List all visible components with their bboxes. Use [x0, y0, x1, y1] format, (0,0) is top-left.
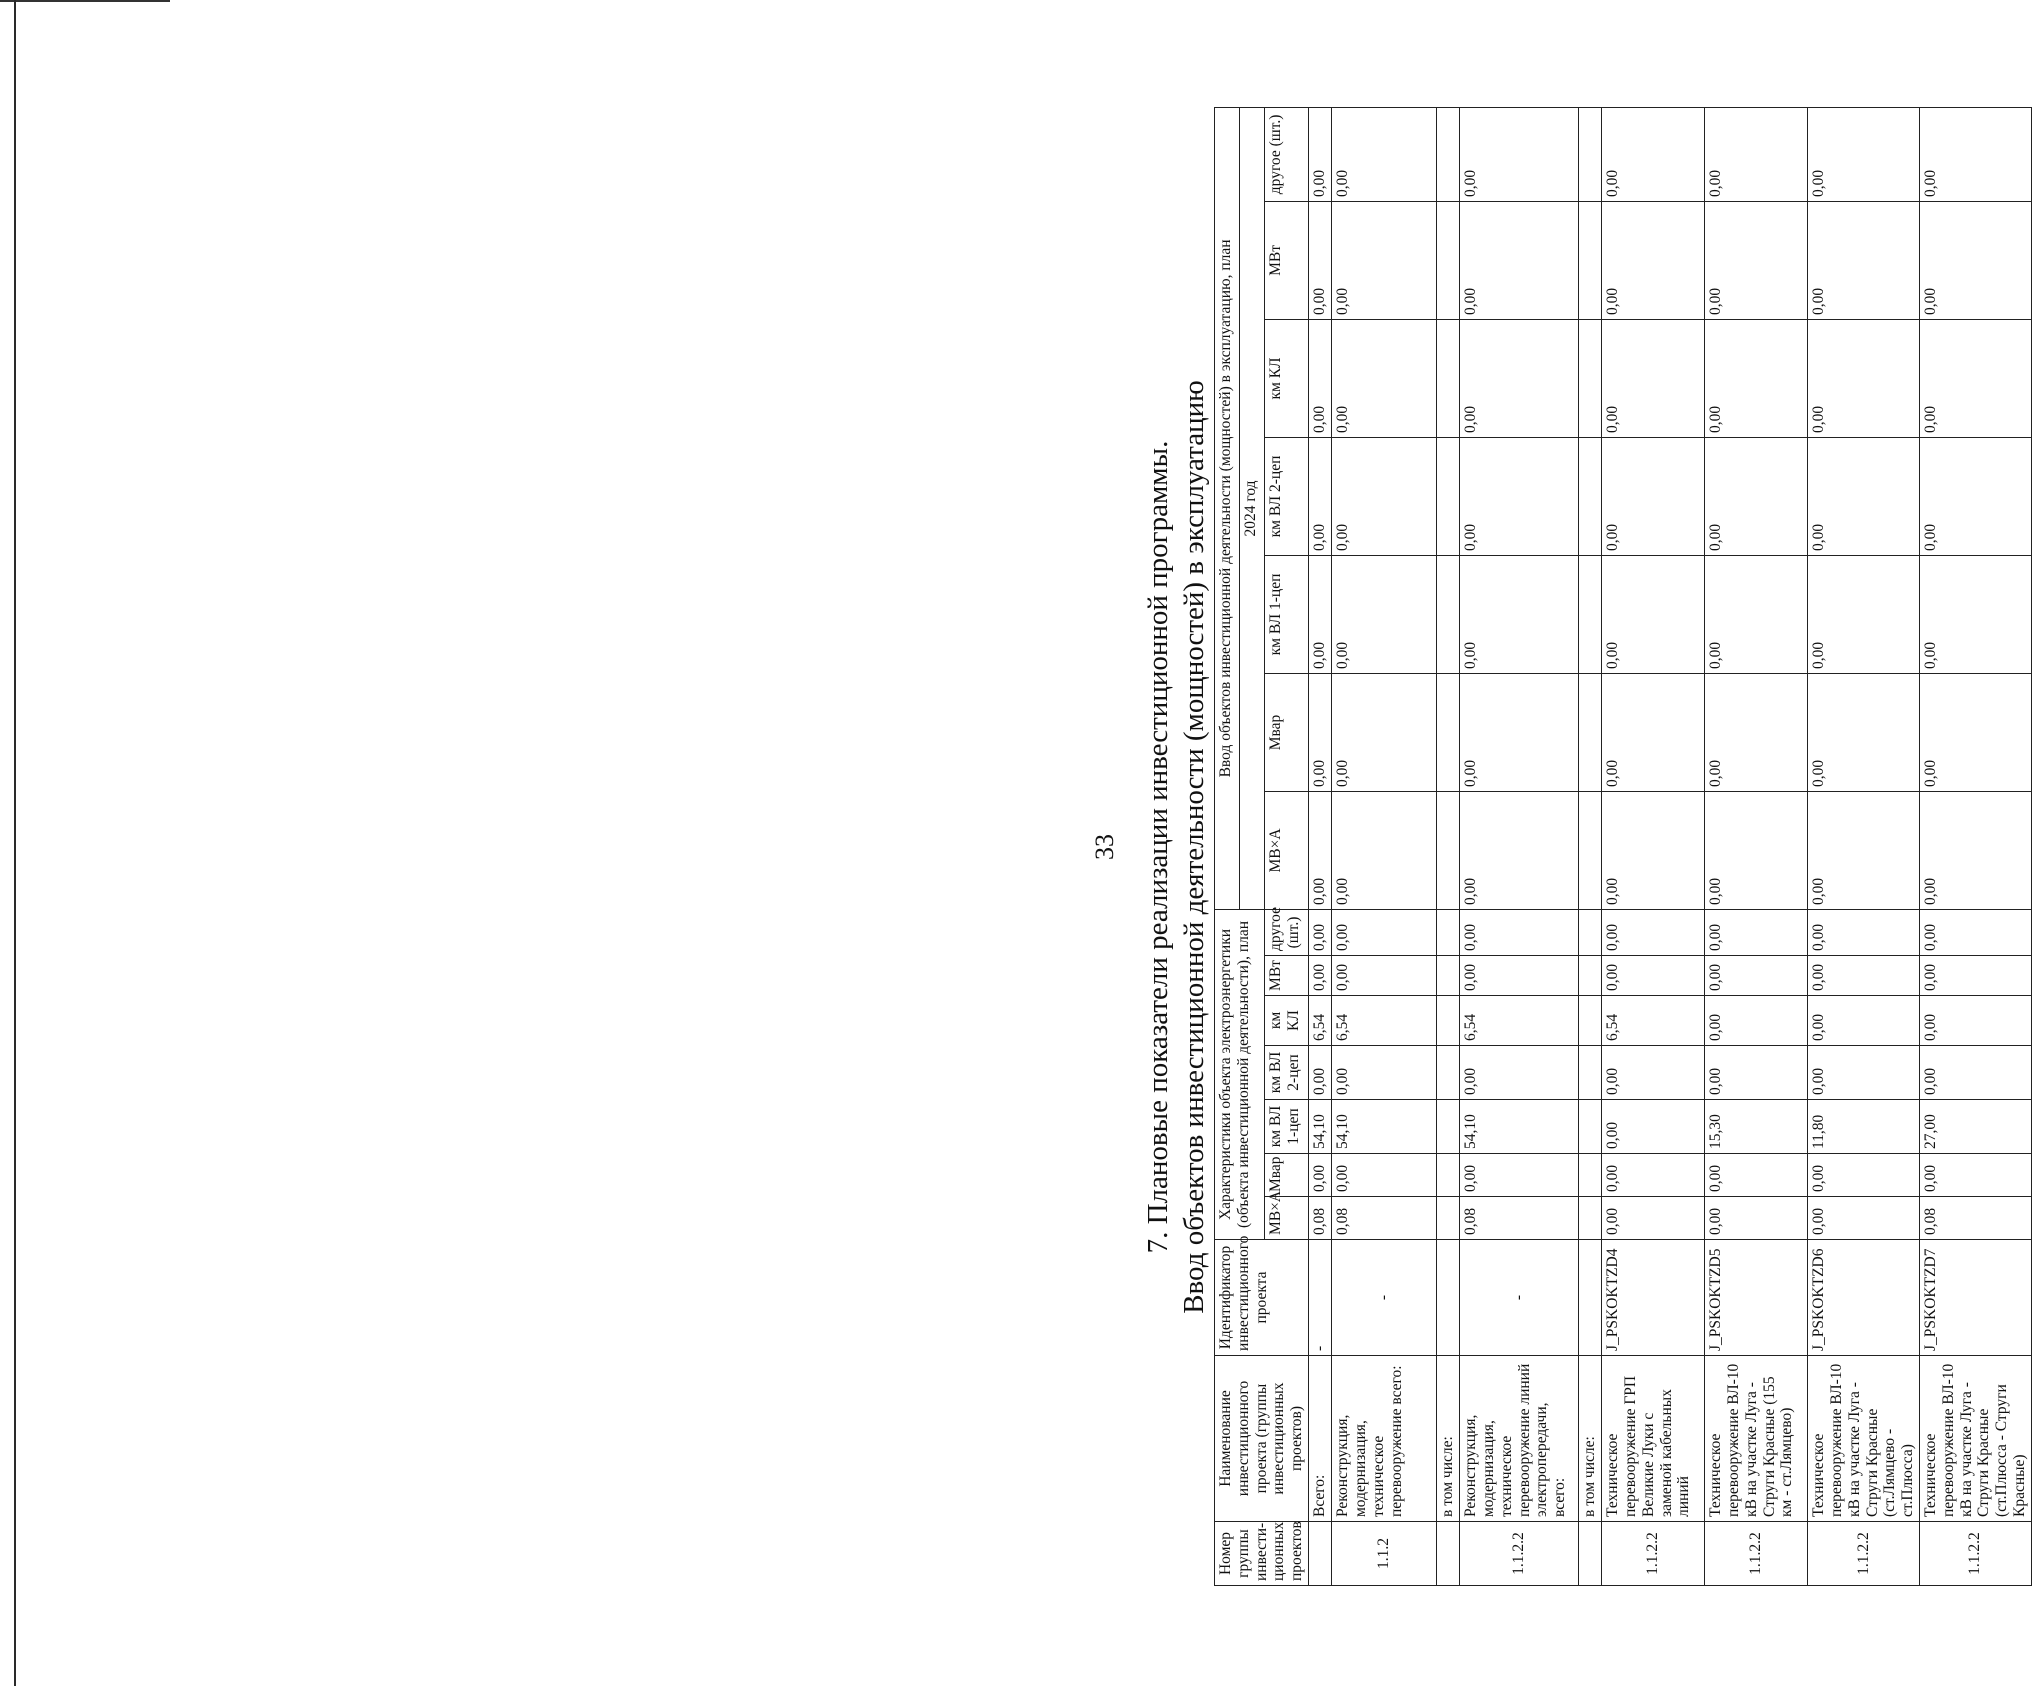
- value-cell: [1437, 437, 1460, 555]
- table-row: [1808, 107, 1920, 1585]
- value-cell: [1437, 673, 1460, 791]
- value-cell: [1579, 1154, 1602, 1197]
- value-cell: 0,00: [1602, 1100, 1705, 1154]
- value-cell: 0,00: [1705, 996, 1808, 1046]
- value-cell: 0,08: [1919, 1197, 2031, 1240]
- value-cell: 0,00: [1602, 201, 1705, 319]
- value-cell: 0,00: [1602, 107, 1705, 201]
- table-row: [1437, 107, 1460, 1585]
- value-cell: [1579, 437, 1602, 555]
- identifier-cell: [1437, 1240, 1460, 1356]
- value-cell: 0,00: [1460, 1046, 1579, 1100]
- project-name-cell: Всего:: [1309, 1356, 1332, 1522]
- value-cell: [1579, 555, 1602, 673]
- unit-header: МВт: [1264, 201, 1308, 319]
- value-cell: 0,00: [1332, 107, 1437, 201]
- project-name-cell: Техническое перевооружение ВЛ-10 кВ на участке Луга - Струги Красные (155 км - ст.Лямцево): [1705, 1356, 1808, 1522]
- value-cell: 0,00: [1332, 1154, 1437, 1197]
- value-cell: 0,00: [1460, 791, 1579, 909]
- value-cell: 0,00: [1309, 555, 1332, 673]
- value-cell: 11,80: [1808, 1100, 1920, 1154]
- value-cell: [1437, 319, 1460, 437]
- value-cell: 0,00: [1919, 319, 2031, 437]
- unit-header: км ВЛ 2-цеп: [1264, 437, 1308, 555]
- value-cell: 0,00: [1332, 909, 1437, 955]
- value-cell: [1437, 909, 1460, 955]
- investment-table: [1214, 107, 2032, 1586]
- value-cell: 0,00: [1919, 1046, 2031, 1100]
- value-cell: 0,00: [1309, 956, 1332, 996]
- value-cell: [1579, 956, 1602, 996]
- table-row: [1579, 107, 1602, 1585]
- value-cell: 0,00: [1808, 909, 1920, 955]
- value-cell: 0,00: [1602, 791, 1705, 909]
- value-cell: 0,00: [1460, 319, 1579, 437]
- value-cell: 0,00: [1705, 319, 1808, 437]
- value-cell: [1437, 791, 1460, 909]
- value-cell: [1579, 1046, 1602, 1100]
- value-cell: 6,54: [1332, 996, 1437, 1046]
- value-cell: [1437, 1197, 1460, 1240]
- value-cell: 0,00: [1309, 791, 1332, 909]
- value-cell: 54,10: [1309, 1100, 1332, 1154]
- value-cell: 0,00: [1808, 1046, 1920, 1100]
- value-cell: 0,08: [1332, 1197, 1437, 1240]
- header-project-name: Наименование инвестиционного проекта (группы инвестиционных проектов): [1215, 1356, 1309, 1522]
- rotated-page: [1090, 108, 2028, 1586]
- unit-header: МВт: [1264, 956, 1308, 996]
- identifier-cell: -: [1460, 1240, 1579, 1356]
- project-name-cell: Реконструкция, модернизация, техническое перевооружение линий электропередачи, всего:: [1460, 1356, 1579, 1522]
- value-cell: 0,00: [1705, 437, 1808, 555]
- header-year: 2024 год: [1239, 107, 1264, 909]
- value-cell: [1437, 555, 1460, 673]
- value-cell: 0,00: [1309, 107, 1332, 201]
- identifier-cell: J_PSKOKTZD6: [1808, 1240, 1920, 1356]
- value-cell: 0,00: [1460, 1154, 1579, 1197]
- identifier-cell: J_PSKOKTZD5: [1705, 1240, 1808, 1356]
- value-cell: 6,54: [1602, 996, 1705, 1046]
- scan-edge-top: [0, 0, 170, 2]
- value-cell: 0,00: [1919, 201, 2031, 319]
- value-cell: [1437, 1046, 1460, 1100]
- value-cell: 0,00: [1332, 673, 1437, 791]
- value-cell: 0,00: [1705, 956, 1808, 996]
- value-cell: 0,00: [1808, 1197, 1920, 1240]
- value-cell: 0,00: [1919, 956, 2031, 996]
- value-cell: 0,00: [1808, 319, 1920, 437]
- value-cell: 0,00: [1602, 437, 1705, 555]
- table-row: [1332, 107, 1437, 1585]
- value-cell: 0,00: [1602, 319, 1705, 437]
- value-cell: 0,00: [1460, 107, 1579, 201]
- project-name-cell: в том числе:: [1437, 1356, 1460, 1522]
- table-row: [1919, 107, 2031, 1585]
- header-characteristics: Характеристики объекта электроэнергетики (объекта инвестиционной деятельности), план: [1215, 909, 1265, 1239]
- value-cell: 0,00: [1460, 956, 1579, 996]
- value-cell: 0,08: [1460, 1197, 1579, 1240]
- value-cell: [1437, 1154, 1460, 1197]
- value-cell: 0,00: [1705, 1046, 1808, 1100]
- unit-header: км ВЛ 1-цеп: [1264, 555, 1308, 673]
- group-number-cell: [1309, 1522, 1332, 1586]
- value-cell: 0,00: [1808, 996, 1920, 1046]
- group-number-cell: 1.1.2.2: [1705, 1522, 1808, 1586]
- value-cell: 0,00: [1332, 319, 1437, 437]
- value-cell: 6,54: [1460, 996, 1579, 1046]
- group-number-cell: 1.1.2.2: [1808, 1522, 1920, 1586]
- value-cell: [1437, 201, 1460, 319]
- title-line-2: Ввод объектов инвестиционной деятельности (мощностей) в эксплуатацию: [1178, 380, 1210, 1314]
- value-cell: 27,00: [1919, 1100, 2031, 1154]
- value-cell: 0,00: [1602, 909, 1705, 955]
- value-cell: [1579, 996, 1602, 1046]
- value-cell: 0,00: [1808, 437, 1920, 555]
- value-cell: 0,00: [1919, 996, 2031, 1046]
- value-cell: 0,00: [1808, 791, 1920, 909]
- title-line-1: 7. Плановые показатели реализации инвестиционной программы.: [1142, 440, 1174, 1254]
- value-cell: 0,00: [1332, 956, 1437, 996]
- value-cell: 54,10: [1332, 1100, 1437, 1154]
- value-cell: [1437, 1100, 1460, 1154]
- scan-edge-left: [14, 0, 16, 1686]
- unit-header: другое (шт.): [1264, 909, 1308, 955]
- value-cell: [1579, 107, 1602, 201]
- value-cell: 0,00: [1602, 956, 1705, 996]
- value-cell: 0,00: [1705, 791, 1808, 909]
- unit-header: МВ×А: [1264, 791, 1308, 909]
- value-cell: 0,00: [1309, 437, 1332, 555]
- value-cell: 0,00: [1460, 909, 1579, 955]
- value-cell: 0,00: [1309, 909, 1332, 955]
- value-cell: 0,00: [1309, 1154, 1332, 1197]
- value-cell: 0,00: [1309, 319, 1332, 437]
- value-cell: [1579, 201, 1602, 319]
- unit-header: другое (шт.): [1264, 107, 1308, 201]
- value-cell: 0,00: [1332, 1046, 1437, 1100]
- table-row: [1705, 107, 1808, 1585]
- value-cell: 0,00: [1919, 437, 2031, 555]
- value-cell: [1437, 956, 1460, 996]
- value-cell: 0,00: [1309, 673, 1332, 791]
- table-row: [1602, 107, 1705, 1585]
- value-cell: [1437, 107, 1460, 201]
- unit-header: км КЛ: [1264, 996, 1308, 1046]
- unit-header: км КЛ: [1264, 319, 1308, 437]
- identifier-cell: [1579, 1240, 1602, 1356]
- project-name-cell: Техническое перевооружение ВЛ-10 кВ на участке Луга - Струги Красные (ст.Лямцево - ст.Плюсса): [1808, 1356, 1920, 1522]
- value-cell: 0,00: [1602, 1154, 1705, 1197]
- value-cell: 0,00: [1919, 1154, 2031, 1197]
- value-cell: 0,00: [1808, 107, 1920, 201]
- value-cell: 0,00: [1705, 909, 1808, 955]
- value-cell: [1437, 996, 1460, 1046]
- value-cell: 0,00: [1309, 201, 1332, 319]
- value-cell: 0,00: [1808, 956, 1920, 996]
- value-cell: 0,00: [1602, 555, 1705, 673]
- value-cell: 0,00: [1705, 673, 1808, 791]
- project-name-cell: Реконструкция, модернизация, техническое перевооружение всего:: [1332, 1356, 1437, 1522]
- project-name-cell: Техническое перевооружение ВЛ-10 кВ на участке Луга - Струги Красные (ст.Плюсса - Струги Красные): [1919, 1356, 2031, 1522]
- value-cell: 0,00: [1309, 1046, 1332, 1100]
- value-cell: 0,00: [1460, 555, 1579, 673]
- value-cell: 0,00: [1808, 555, 1920, 673]
- value-cell: [1579, 791, 1602, 909]
- project-name-cell: Техническое перевооружение ГРП Великие Луки с заменой кабельных линий: [1602, 1356, 1705, 1522]
- value-cell: 0,00: [1705, 555, 1808, 673]
- header-identifier: Идентификатор инвестиционного проекта: [1215, 1240, 1309, 1356]
- value-cell: 0,00: [1705, 1197, 1808, 1240]
- value-cell: 0,00: [1332, 555, 1437, 673]
- value-cell: 0,00: [1460, 437, 1579, 555]
- unit-header: км ВЛ 1-цеп: [1264, 1100, 1308, 1154]
- value-cell: 0,00: [1460, 673, 1579, 791]
- group-number-cell: [1579, 1522, 1602, 1586]
- value-cell: 0,00: [1919, 555, 2031, 673]
- group-number-cell: 1.1.2: [1332, 1522, 1437, 1586]
- value-cell: [1579, 319, 1602, 437]
- identifier-cell: -: [1309, 1240, 1332, 1356]
- unit-header: Мвар: [1264, 673, 1308, 791]
- identifier-cell: -: [1332, 1240, 1437, 1356]
- value-cell: 0,00: [1705, 1154, 1808, 1197]
- value-cell: 0,00: [1602, 1046, 1705, 1100]
- value-cell: 0,00: [1919, 909, 2031, 955]
- value-cell: 15,30: [1705, 1100, 1808, 1154]
- value-cell: 6,54: [1309, 996, 1332, 1046]
- group-number-cell: 1.1.2.2: [1460, 1522, 1579, 1586]
- value-cell: 0,00: [1919, 791, 2031, 909]
- table-row: [1460, 107, 1579, 1585]
- value-cell: [1579, 673, 1602, 791]
- value-cell: [1579, 1100, 1602, 1154]
- value-cell: 0,00: [1332, 791, 1437, 909]
- value-cell: 0,00: [1602, 1197, 1705, 1240]
- value-cell: 0,00: [1705, 107, 1808, 201]
- value-cell: 54,10: [1460, 1100, 1579, 1154]
- value-cell: [1579, 909, 1602, 955]
- identifier-cell: J_PSKOKTZD4: [1602, 1240, 1705, 1356]
- unit-header: Мвар: [1264, 1154, 1308, 1197]
- unit-header: км ВЛ 2-цеп: [1264, 1046, 1308, 1100]
- header-group-number: Номер группы инвести-ционных проектов: [1215, 1522, 1309, 1586]
- group-number-cell: [1437, 1522, 1460, 1586]
- value-cell: 0,00: [1919, 673, 2031, 791]
- table-row: [1309, 107, 1332, 1585]
- project-name-cell: в том числе:: [1579, 1356, 1602, 1522]
- page-number: 33: [1090, 834, 1119, 860]
- value-cell: 0,00: [1808, 673, 1920, 791]
- value-cell: 0,00: [1332, 437, 1437, 555]
- value-cell: 0,00: [1808, 201, 1920, 319]
- unit-header: МВ×А: [1264, 1197, 1308, 1240]
- value-cell: [1579, 1197, 1602, 1240]
- group-number-cell: 1.1.2.2: [1602, 1522, 1705, 1586]
- header-commissioning: Ввод объектов инвестиционной деятельности (мощностей) в эксплуатацию, план: [1215, 107, 1240, 909]
- value-cell: 0,00: [1332, 201, 1437, 319]
- value-cell: 0,00: [1919, 107, 2031, 201]
- identifier-cell: J_PSKOKTZD7: [1919, 1240, 2031, 1356]
- value-cell: 0,00: [1460, 201, 1579, 319]
- value-cell: 0,00: [1602, 673, 1705, 791]
- group-number-cell: 1.1.2.2: [1919, 1522, 2031, 1586]
- value-cell: 0,00: [1705, 201, 1808, 319]
- value-cell: 0,08: [1309, 1197, 1332, 1240]
- value-cell: 0,00: [1808, 1154, 1920, 1197]
